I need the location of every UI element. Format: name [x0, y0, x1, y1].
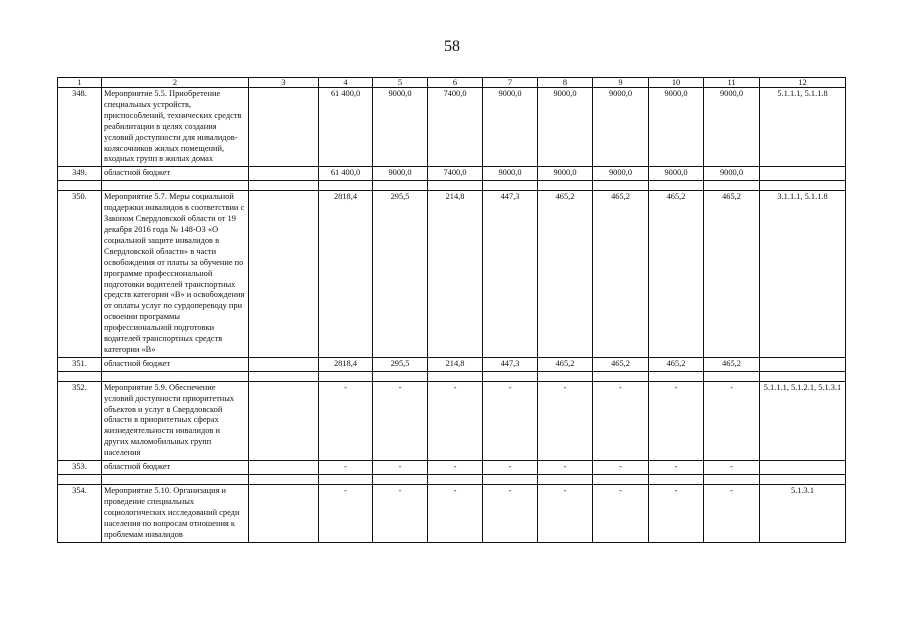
column-3-cell — [249, 357, 319, 371]
value-cell: - — [649, 381, 704, 460]
value-cell: 9000,0 — [593, 167, 649, 181]
value-cell: - — [319, 485, 373, 543]
value-cell: 7400,0 — [428, 167, 483, 181]
column-3-cell — [249, 88, 319, 167]
spacer-row — [58, 371, 846, 381]
value-cell: - — [373, 485, 428, 543]
column-header: 6 — [428, 78, 483, 88]
row-number: 351. — [58, 357, 102, 371]
measure-name: Мероприятие 5.9. Обеспечение условий доступности приоритетных объектов и услуг в Свердловской области в приоритетных сферах жизнедеятельности инвалидов и других маломобильных групп населения — [102, 381, 249, 460]
table-row — [58, 191, 846, 358]
value-cell: - — [538, 485, 593, 543]
row-number: 354. — [58, 485, 102, 543]
value-cell: 9000,0 — [704, 88, 760, 167]
value-cell: 9000,0 — [538, 88, 593, 167]
column-header: 8 — [538, 78, 593, 88]
value-cell: - — [704, 461, 760, 475]
row-number: 349. — [58, 167, 102, 181]
value-cell: 9000,0 — [593, 88, 649, 167]
column-header: 2 — [102, 78, 249, 88]
page-number: 58 — [444, 38, 460, 55]
value-cell: 61 400,0 — [319, 167, 373, 181]
value-cell: 9000,0 — [649, 88, 704, 167]
column-3-cell — [249, 381, 319, 460]
value-cell: - — [483, 461, 538, 475]
value-cell: 465,2 — [538, 191, 593, 358]
value-cell: 295,5 — [373, 357, 428, 371]
funding-source: областной бюджет — [102, 167, 249, 181]
row-number: 352. — [58, 381, 102, 460]
column-3-cell — [249, 461, 319, 475]
target-reference: 5.1.1.1, 5.1.1.8 — [760, 88, 846, 167]
measure-name: Мероприятие 5.10. Организация и проведение специальных социологических исследований среди населения по вопросам отношения к проблемам инвалидов — [102, 485, 249, 543]
target-reference — [760, 461, 846, 475]
value-cell: 465,2 — [649, 191, 704, 358]
value-cell: 9000,0 — [373, 88, 428, 167]
value-cell: - — [593, 461, 649, 475]
value-cell: - — [593, 485, 649, 543]
measure-name: Мероприятие 5.7. Меры социальной поддержки инвалидов в соответствии с Законом Свердловской области от 19 декабря 2016 года № 148-ОЗ «О социальной защите инвалидов в Свердловской области» в части освобождения от платы за обучение по программе профессиональной подготовки водителей транспортных средств категории «В» и освобождения от оплаты услуг по сурдопереводу при освоении программы профессиональной подготовки водителей транспортных средств категории «В» — [102, 191, 249, 358]
value-cell: - — [483, 485, 538, 543]
column-header: 1 — [58, 78, 102, 88]
spacer-row — [58, 181, 846, 191]
value-cell: 2818,4 — [319, 191, 373, 358]
value-cell: 295,5 — [373, 191, 428, 358]
target-reference: 3.1.1.1, 5.1.1.8 — [760, 191, 846, 358]
value-cell: 465,2 — [538, 357, 593, 371]
column-3-cell — [249, 167, 319, 181]
column-header: 11 — [704, 78, 760, 88]
value-cell: 9000,0 — [538, 167, 593, 181]
table-row — [58, 167, 846, 181]
value-cell: - — [428, 381, 483, 460]
target-reference — [760, 357, 846, 371]
value-cell: - — [593, 381, 649, 460]
value-cell: - — [373, 461, 428, 475]
value-cell: 214,8 — [428, 191, 483, 358]
column-header: 7 — [483, 78, 538, 88]
target-reference — [760, 167, 846, 181]
value-cell: 7400,0 — [428, 88, 483, 167]
column-header: 3 — [249, 78, 319, 88]
value-cell: 447,3 — [483, 191, 538, 358]
program-table — [57, 77, 846, 543]
value-cell: 465,2 — [704, 357, 760, 371]
value-cell: - — [704, 485, 760, 543]
value-cell: - — [649, 485, 704, 543]
row-number: 348. — [58, 88, 102, 167]
column-header: 12 — [760, 78, 846, 88]
value-cell: - — [428, 461, 483, 475]
column-header: 10 — [649, 78, 704, 88]
table-row — [58, 381, 846, 460]
funding-source: областной бюджет — [102, 357, 249, 371]
value-cell: 9000,0 — [483, 88, 538, 167]
value-cell: - — [649, 461, 704, 475]
table-row — [58, 88, 846, 167]
value-cell: 61 400,0 — [319, 88, 373, 167]
column-3-cell — [249, 485, 319, 543]
value-cell: - — [319, 381, 373, 460]
table-row — [58, 357, 846, 371]
value-cell: 447,3 — [483, 357, 538, 371]
value-cell: 9000,0 — [483, 167, 538, 181]
table-row — [58, 485, 846, 543]
funding-source: областной бюджет — [102, 461, 249, 475]
target-reference: 5.1.3.1 — [760, 485, 846, 543]
value-cell: - — [319, 461, 373, 475]
measure-name: Мероприятие 5.5. Приобретение специальных устройств, приспособлений, технических средств реабилитации в целях создания условий доступности для инвалидов-колясочников жилых помещений, входных групп в жилых домах — [102, 88, 249, 167]
column-number-header-row — [58, 78, 846, 88]
value-cell: 9000,0 — [649, 167, 704, 181]
spacer-row — [58, 475, 846, 485]
column-header: 5 — [373, 78, 428, 88]
column-3-cell — [249, 191, 319, 358]
value-cell: - — [483, 381, 538, 460]
value-cell: - — [373, 381, 428, 460]
value-cell: 9000,0 — [704, 167, 760, 181]
target-reference: 5.1.1.1, 5.1.2.1, 5.1.3.1 — [760, 381, 846, 460]
value-cell: 2818,4 — [319, 357, 373, 371]
table-row — [58, 461, 846, 475]
value-cell: - — [704, 381, 760, 460]
value-cell: - — [428, 485, 483, 543]
row-number: 353. — [58, 461, 102, 475]
value-cell: 465,2 — [593, 357, 649, 371]
value-cell: 465,2 — [649, 357, 704, 371]
column-header: 4 — [319, 78, 373, 88]
row-number: 350. — [58, 191, 102, 358]
value-cell: - — [538, 381, 593, 460]
value-cell: 465,2 — [704, 191, 760, 358]
value-cell: 9000,0 — [373, 167, 428, 181]
column-header: 9 — [593, 78, 649, 88]
value-cell: 465,2 — [593, 191, 649, 358]
value-cell: - — [538, 461, 593, 475]
value-cell: 214,8 — [428, 357, 483, 371]
